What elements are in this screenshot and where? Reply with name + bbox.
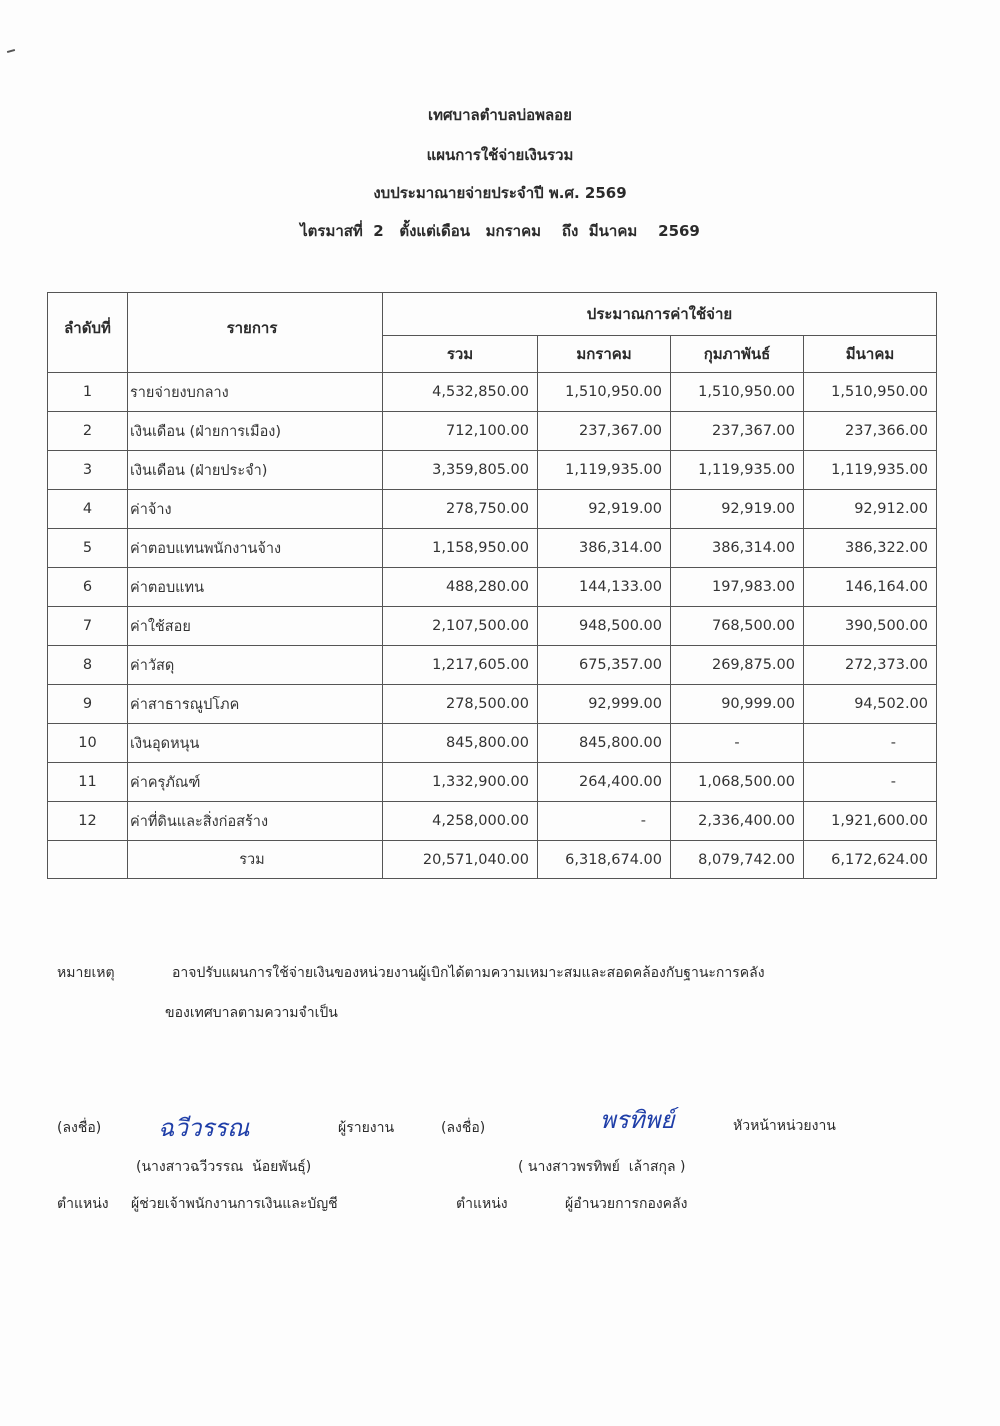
scan-mark — [7, 49, 15, 53]
organization-title: เทศบาลตำบลบ่อพลอย — [428, 106, 572, 124]
row-jan: 386,314.00 — [538, 529, 671, 568]
table-row — [48, 607, 937, 646]
row-item: รายจ่ายงบกลาง — [128, 373, 383, 412]
table-row — [48, 373, 937, 412]
row-item: เงินเดือน (ฝ่ายประจำ) — [128, 451, 383, 490]
row-no: 2 — [48, 412, 128, 451]
row-feb: 197,983.00 — [671, 568, 804, 607]
header-feb: กุมภาพันธ์ — [671, 336, 804, 373]
left-name: (นางสาวฉวีวรรณ น้อยพันธุ์) — [136, 1159, 312, 1175]
row-no: 5 — [48, 529, 128, 568]
right-signature: พรทิพย์ — [600, 1106, 675, 1134]
header-jan: มกราคม — [538, 336, 671, 373]
row-jan: 1,510,950.00 — [538, 373, 671, 412]
row-feb: 237,367.00 — [671, 412, 804, 451]
header-estimate-group: ประมาณการค่าใช้จ่าย — [383, 293, 937, 336]
row-item: เงินเดือน (ฝ่ายการเมือง) — [128, 412, 383, 451]
table-row — [48, 529, 937, 568]
row-jan: 675,357.00 — [538, 646, 671, 685]
sum-label: รวม — [128, 841, 383, 879]
row-mar: 1,119,935.00 — [804, 451, 937, 490]
row-total: 712,100.00 — [383, 412, 538, 451]
row-mar: 272,373.00 — [804, 646, 937, 685]
sum-row — [48, 841, 937, 879]
row-mar: 386,322.00 — [804, 529, 937, 568]
row-mar: 146,164.00 — [804, 568, 937, 607]
table-row — [48, 568, 937, 607]
row-no: 9 — [48, 685, 128, 724]
row-total: 278,500.00 — [383, 685, 538, 724]
row-mar: 1,921,600.00 — [804, 802, 937, 841]
table-row — [48, 412, 937, 451]
right-position: ผู้อำนวยการกองคลัง — [565, 1196, 688, 1212]
row-item: ค่าที่ดินและสิ่งก่อสร้าง — [128, 802, 383, 841]
table-row — [48, 490, 937, 529]
row-jan: - — [538, 802, 671, 841]
row-mar: 92,912.00 — [804, 490, 937, 529]
table-row — [48, 646, 937, 685]
row-no: 7 — [48, 607, 128, 646]
row-no: 4 — [48, 490, 128, 529]
row-item: ค่าวัสดุ — [128, 646, 383, 685]
row-jan: 92,999.00 — [538, 685, 671, 724]
table-row — [48, 451, 937, 490]
row-jan: 92,919.00 — [538, 490, 671, 529]
row-feb: 1,068,500.00 — [671, 763, 804, 802]
row-feb: 386,314.00 — [671, 529, 804, 568]
row-total: 1,158,950.00 — [383, 529, 538, 568]
row-total: 4,532,850.00 — [383, 373, 538, 412]
row-no: 6 — [48, 568, 128, 607]
row-jan: 237,367.00 — [538, 412, 671, 451]
table-row — [48, 802, 937, 841]
note-label: หมายเหตุ — [57, 965, 115, 981]
row-total: 3,359,805.00 — [383, 451, 538, 490]
row-feb: - — [671, 724, 804, 763]
row-item: เงินอุดหนุน — [128, 724, 383, 763]
row-no: 1 — [48, 373, 128, 412]
quarter-title: ไตรมาสที่ 2 ตั้งแต่เดือน มกราคม ถึง มีนาคม 2569 — [300, 222, 700, 240]
row-item: ค่าสาธารณูปโภค — [128, 685, 383, 724]
row-item: ค่าครุภัณฑ์ — [128, 763, 383, 802]
table-row — [48, 724, 937, 763]
row-jan: 144,133.00 — [538, 568, 671, 607]
note-text-line1: อาจปรับแผนการใช้จ่ายเงินของหน่วยงานผู้เบิกได้ตามความเหมาะสมและสอดคล้องกับฐานะการคลัง — [172, 965, 765, 981]
left-sign-label: (ลงชื่อ) — [57, 1120, 102, 1136]
right-role: หัวหน้าหน่วยงาน — [733, 1118, 836, 1134]
row-mar: 237,366.00 — [804, 412, 937, 451]
row-feb: 1,510,950.00 — [671, 373, 804, 412]
row-feb: 2,336,400.00 — [671, 802, 804, 841]
row-no: 8 — [48, 646, 128, 685]
row-feb: 768,500.00 — [671, 607, 804, 646]
left-role: ผู้รายงาน — [338, 1120, 395, 1136]
right-name: ( นางสาวพรทิพย์ เล้าสกุล ) — [518, 1159, 686, 1175]
row-mar: 390,500.00 — [804, 607, 937, 646]
row-no: 10 — [48, 724, 128, 763]
header-no: ลำดับที่ — [48, 293, 128, 373]
row-feb: 269,875.00 — [671, 646, 804, 685]
sum-mar: 6,172,624.00 — [804, 841, 937, 879]
row-total: 845,800.00 — [383, 724, 538, 763]
row-no: 3 — [48, 451, 128, 490]
row-item: ค่าใช้สอย — [128, 607, 383, 646]
plan-title: แผนการใช้จ่ายเงินรวม — [426, 146, 574, 164]
row-mar: 1,510,950.00 — [804, 373, 937, 412]
header-mar: มีนาคม — [804, 336, 937, 373]
row-feb: 1,119,935.00 — [671, 451, 804, 490]
sum-jan: 6,318,674.00 — [538, 841, 671, 879]
header-item: รายการ — [128, 293, 383, 373]
row-no: 11 — [48, 763, 128, 802]
right-sign-label: (ลงชื่อ) — [441, 1120, 486, 1136]
table-row — [48, 685, 937, 724]
row-item: ค่าตอบแทนพนักงานจ้าง — [128, 529, 383, 568]
row-feb: 90,999.00 — [671, 685, 804, 724]
left-signature: ฉวีวรรณ — [158, 1114, 250, 1142]
row-total: 488,280.00 — [383, 568, 538, 607]
row-jan: 845,800.00 — [538, 724, 671, 763]
sum-no-cell — [48, 841, 128, 879]
row-item: ค่าตอบแทน — [128, 568, 383, 607]
row-total: 1,217,605.00 — [383, 646, 538, 685]
row-total: 2,107,500.00 — [383, 607, 538, 646]
right-position-label: ตำแหน่ง — [456, 1196, 508, 1212]
row-total: 4,258,000.00 — [383, 802, 538, 841]
note-text-line2: ของเทศบาลตามความจำเป็น — [165, 1005, 338, 1021]
row-mar: 94,502.00 — [804, 685, 937, 724]
row-total: 278,750.00 — [383, 490, 538, 529]
table-row — [48, 763, 937, 802]
left-position: ผู้ช่วยเจ้าพนักงานการเงินและบัญชี — [131, 1196, 338, 1212]
sum-feb: 8,079,742.00 — [671, 841, 804, 879]
row-item: ค่าจ้าง — [128, 490, 383, 529]
row-mar: - — [804, 763, 937, 802]
sum-total: 20,571,040.00 — [383, 841, 538, 879]
row-jan: 948,500.00 — [538, 607, 671, 646]
row-no: 12 — [48, 802, 128, 841]
budget-year-title: งบประมาณายจ่ายประจำปี พ.ศ. 2569 — [373, 184, 627, 202]
row-mar: - — [804, 724, 937, 763]
header-total: รวม — [383, 336, 538, 373]
left-position-label: ตำแหน่ง — [57, 1196, 109, 1212]
budget-table — [47, 292, 937, 879]
row-total: 1,332,900.00 — [383, 763, 538, 802]
row-jan: 1,119,935.00 — [538, 451, 671, 490]
row-jan: 264,400.00 — [538, 763, 671, 802]
row-feb: 92,919.00 — [671, 490, 804, 529]
